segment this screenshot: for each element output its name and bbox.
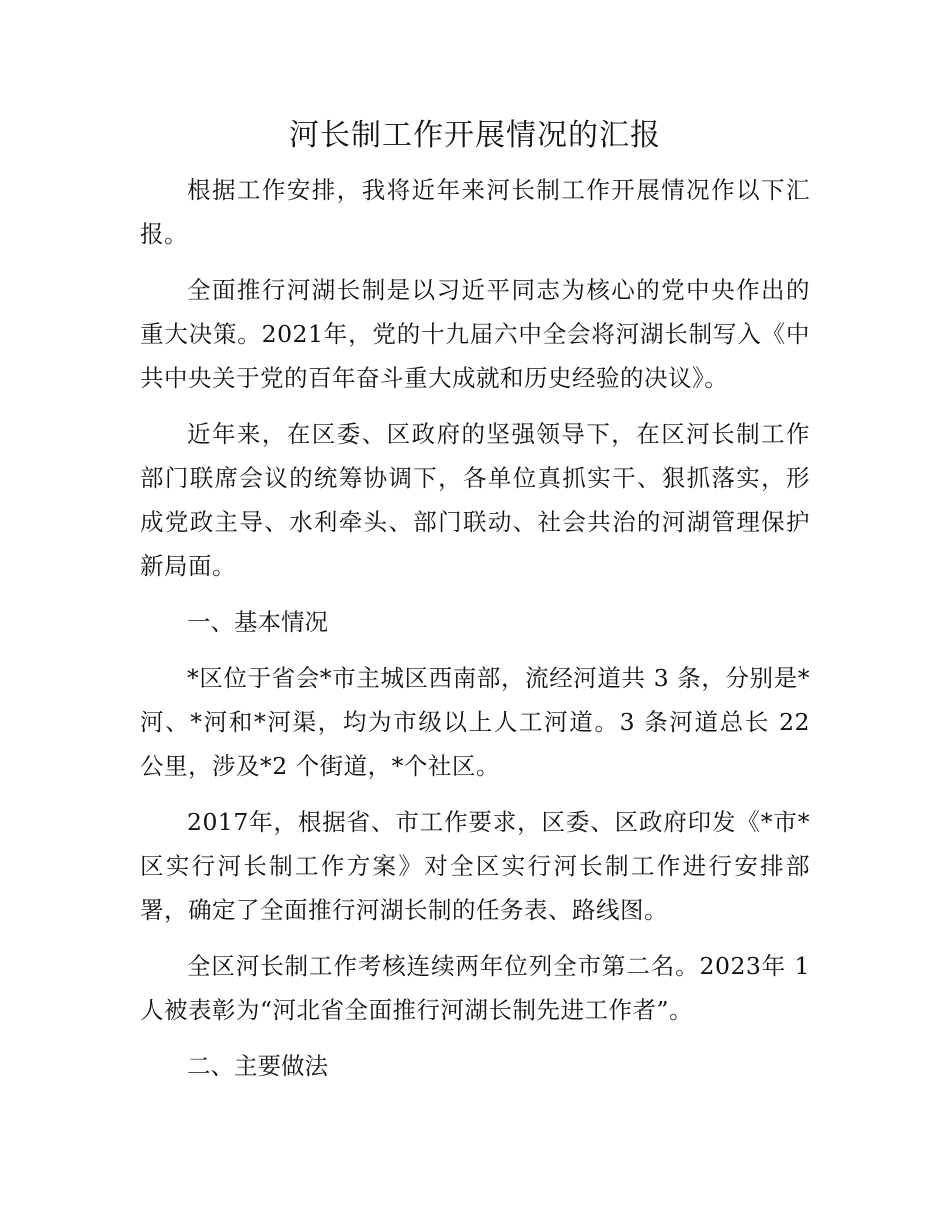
paragraph-background: 全面推行河湖长制是以习近平同志为核心的党中央作出的重大决策。2021年，党的十九届六中全会将河湖长制写入《中共中央关于党的百年奋斗重大成就和历史经验的决议》。 — [140, 276, 810, 392]
paragraph-basic-3: 全区河长制工作考核连续两年位列全市第二名。2023年 1 人被表彰为“河北省全面推行河湖长制先进工作者”。 — [140, 952, 810, 1024]
section-heading-basic: 一、基本情况 — [187, 608, 328, 636]
document-title: 河长制工作开展情况的汇报 — [289, 118, 661, 153]
paragraph-intro: 根据工作安排，我将近年来河长制工作开展情况作以下汇报。 — [140, 176, 810, 248]
paragraph-overview: 近年来，在区委、区政府的坚强领导下，在区河长制工作部门联席会议的统筹协调下，各单位真抓实干、狠抓落实，形成党政主导、水利牵头、部门联动、社会共治的河湖管理保护新局面。 — [140, 420, 810, 580]
paragraph-basic-1: *区位于省会*市主城区西南部，流经河道共 3 条，分别是*河、*河和*河渠，均为市级以上人工河道。3 条河道总长 22 公里，涉及*2 个街道，*个社区。 — [140, 664, 810, 780]
paragraph-basic-2: 2017年，根据省、市工作要求，区委、区政府印发《*市*区实行河长制工作方案》对全区实行河长制工作进行安排部署，确定了全面推行河湖长制的任务表、路线图。 — [140, 808, 810, 924]
section-heading-practices: 二、主要做法 — [187, 1052, 328, 1080]
